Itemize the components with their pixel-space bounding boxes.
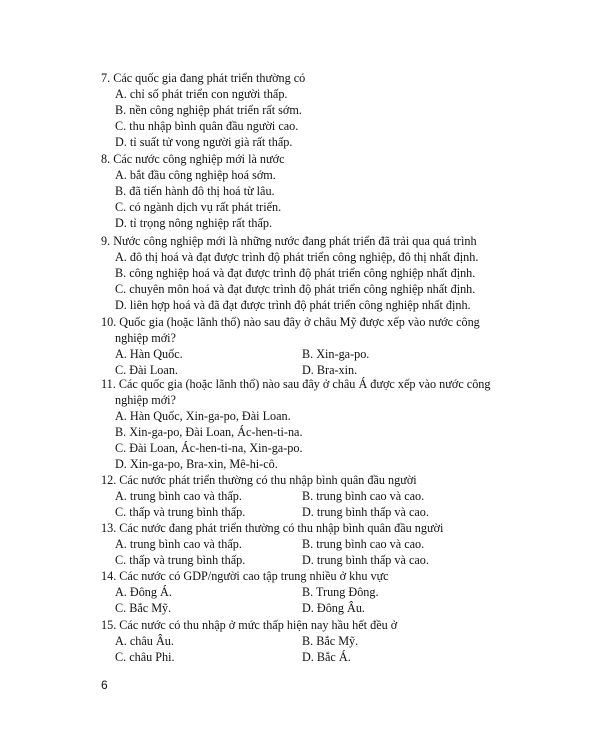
- option-a: A. trung bình cao và thấp.: [115, 489, 242, 503]
- options-row-1: [101, 346, 511, 362]
- option-b: B. đã tiến hành đô thị hoá từ lâu.: [115, 184, 275, 198]
- option-b: B. Trung Đông.: [302, 585, 379, 599]
- options-row-1: [101, 584, 511, 600]
- option-a: A. đô thị hoá và đạt được trình độ phát triển công nghiệp, đô thị nhất định.: [115, 250, 479, 264]
- option-b: B. trung bình cao và cao.: [302, 537, 425, 551]
- question-stem-line-1: 11. Các quốc gia (hoặc lãnh thổ) nào sau đây ở châu Á được xếp vào nước công: [101, 377, 491, 391]
- options-row-2: [101, 600, 511, 616]
- options-row-1: [101, 488, 511, 504]
- option-a: A. chỉ số phát triển con người thấp.: [115, 87, 288, 101]
- option-d: D. trung bình thấp và cao.: [302, 505, 429, 519]
- question-7: [101, 70, 511, 150]
- question-11: [101, 376, 511, 472]
- option-b: B. Xin-ga-po.: [302, 347, 370, 361]
- option-d: D. Bắc Á.: [302, 650, 351, 664]
- option-c: C. châu Phi.: [115, 650, 175, 664]
- question-13: [101, 520, 511, 568]
- question-stem: 8. Các nước công nghiệp mới là nước: [101, 152, 285, 166]
- option-c: C. Đài Loan, Ác-hen-ti-na, Xin-ga-po.: [115, 441, 303, 455]
- options-row-2: [101, 552, 511, 568]
- question-stem: 7. Các quốc gia đang phát triển thường có: [101, 71, 306, 85]
- option-a: A. châu Âu.: [115, 634, 174, 648]
- option-c: C. thu nhập bình quân đầu người cao.: [115, 119, 299, 133]
- option-a: A. Hàn Quốc.: [115, 347, 183, 361]
- option-a: A. Hàn Quốc, Xin-ga-po, Đài Loan.: [115, 409, 291, 423]
- question-12: [101, 472, 511, 520]
- options-row-2: [101, 504, 511, 520]
- question-stem: 15. Các nước có thu nhập ở mức thấp hiện nay hầu hết đều ở: [101, 618, 398, 632]
- question-14: [101, 568, 511, 616]
- option-b: B. nền công nghiệp phát triển rất sớm.: [115, 103, 302, 117]
- question-10: [101, 314, 511, 378]
- option-c: C. có ngành dịch vụ rất phát triển.: [115, 200, 282, 214]
- option-d: D. liên hợp hoá và đã đạt được trình độ phát triển công nghiệp nhất định.: [115, 298, 471, 312]
- option-d: D. trung bình thấp và cao.: [302, 553, 429, 567]
- options-row-1: [101, 536, 511, 552]
- question-stem: 13. Các nước đang phát triển thường có thu nhập bình quân đầu người: [101, 521, 444, 535]
- question-stem: 9. Nước công nghiệp mới là những nước đang phát triển đã trải qua quá trình: [101, 234, 477, 248]
- question-stem-line-2: nghiệp mới?: [115, 331, 176, 345]
- question-stem: 12. Các nước phát triển thường có thu nhập bình quân đầu người: [101, 473, 417, 487]
- option-a: A. Đông Á.: [115, 585, 172, 599]
- option-d: D. Đông Âu.: [302, 601, 365, 615]
- question-stem: 14. Các nước có GDP/người cao tập trung nhiều ở khu vực: [101, 569, 389, 583]
- option-c: C. chuyên môn hoá và đạt được trình độ phát triển công nghiệp nhất định.: [115, 282, 476, 296]
- option-b: B. công nghiệp hoá và đạt được trình độ phát triển công nghiệp nhất định.: [115, 266, 476, 280]
- question-8: [101, 151, 511, 231]
- option-d: D. tỉ suất tử vong người già rất thấp.: [115, 135, 293, 149]
- option-d: D. Xin-ga-po, Bra-xin, Mê-hi-cô.: [115, 457, 278, 471]
- option-b: B. trung bình cao và cao.: [302, 489, 425, 503]
- option-a: A. bắt đầu công nghiệp hoá sớm.: [115, 168, 276, 182]
- option-d: D. Bra-xin.: [302, 363, 358, 377]
- option-a: A. trung bình cao và thấp.: [115, 537, 242, 551]
- options-row-1: [101, 633, 511, 649]
- option-b: B. Xin-ga-po, Đài Loan, Ác-hen-ti-na.: [115, 425, 303, 439]
- option-c: C. Bắc Mỹ.: [115, 601, 172, 615]
- option-d: D. tỉ trọng nông nghiệp rất thấp.: [115, 216, 273, 230]
- option-b: B. Bắc Mỹ.: [302, 634, 359, 648]
- question-stem-line-1: 10. Quốc gia (hoặc lãnh thổ) nào sau đây ở châu Mỹ được xếp vào nước công: [101, 315, 480, 329]
- option-c: C. Đài Loan.: [115, 363, 178, 377]
- question-stem-line-2: nghiệp mới?: [115, 393, 176, 407]
- question-15: [101, 617, 511, 665]
- page-number: 6: [101, 678, 108, 692]
- option-c: C. thấp và trung bình thấp.: [115, 505, 246, 519]
- options-row-2: [101, 649, 511, 665]
- option-c: C. thấp và trung bình thấp.: [115, 553, 246, 567]
- question-9: [101, 233, 511, 313]
